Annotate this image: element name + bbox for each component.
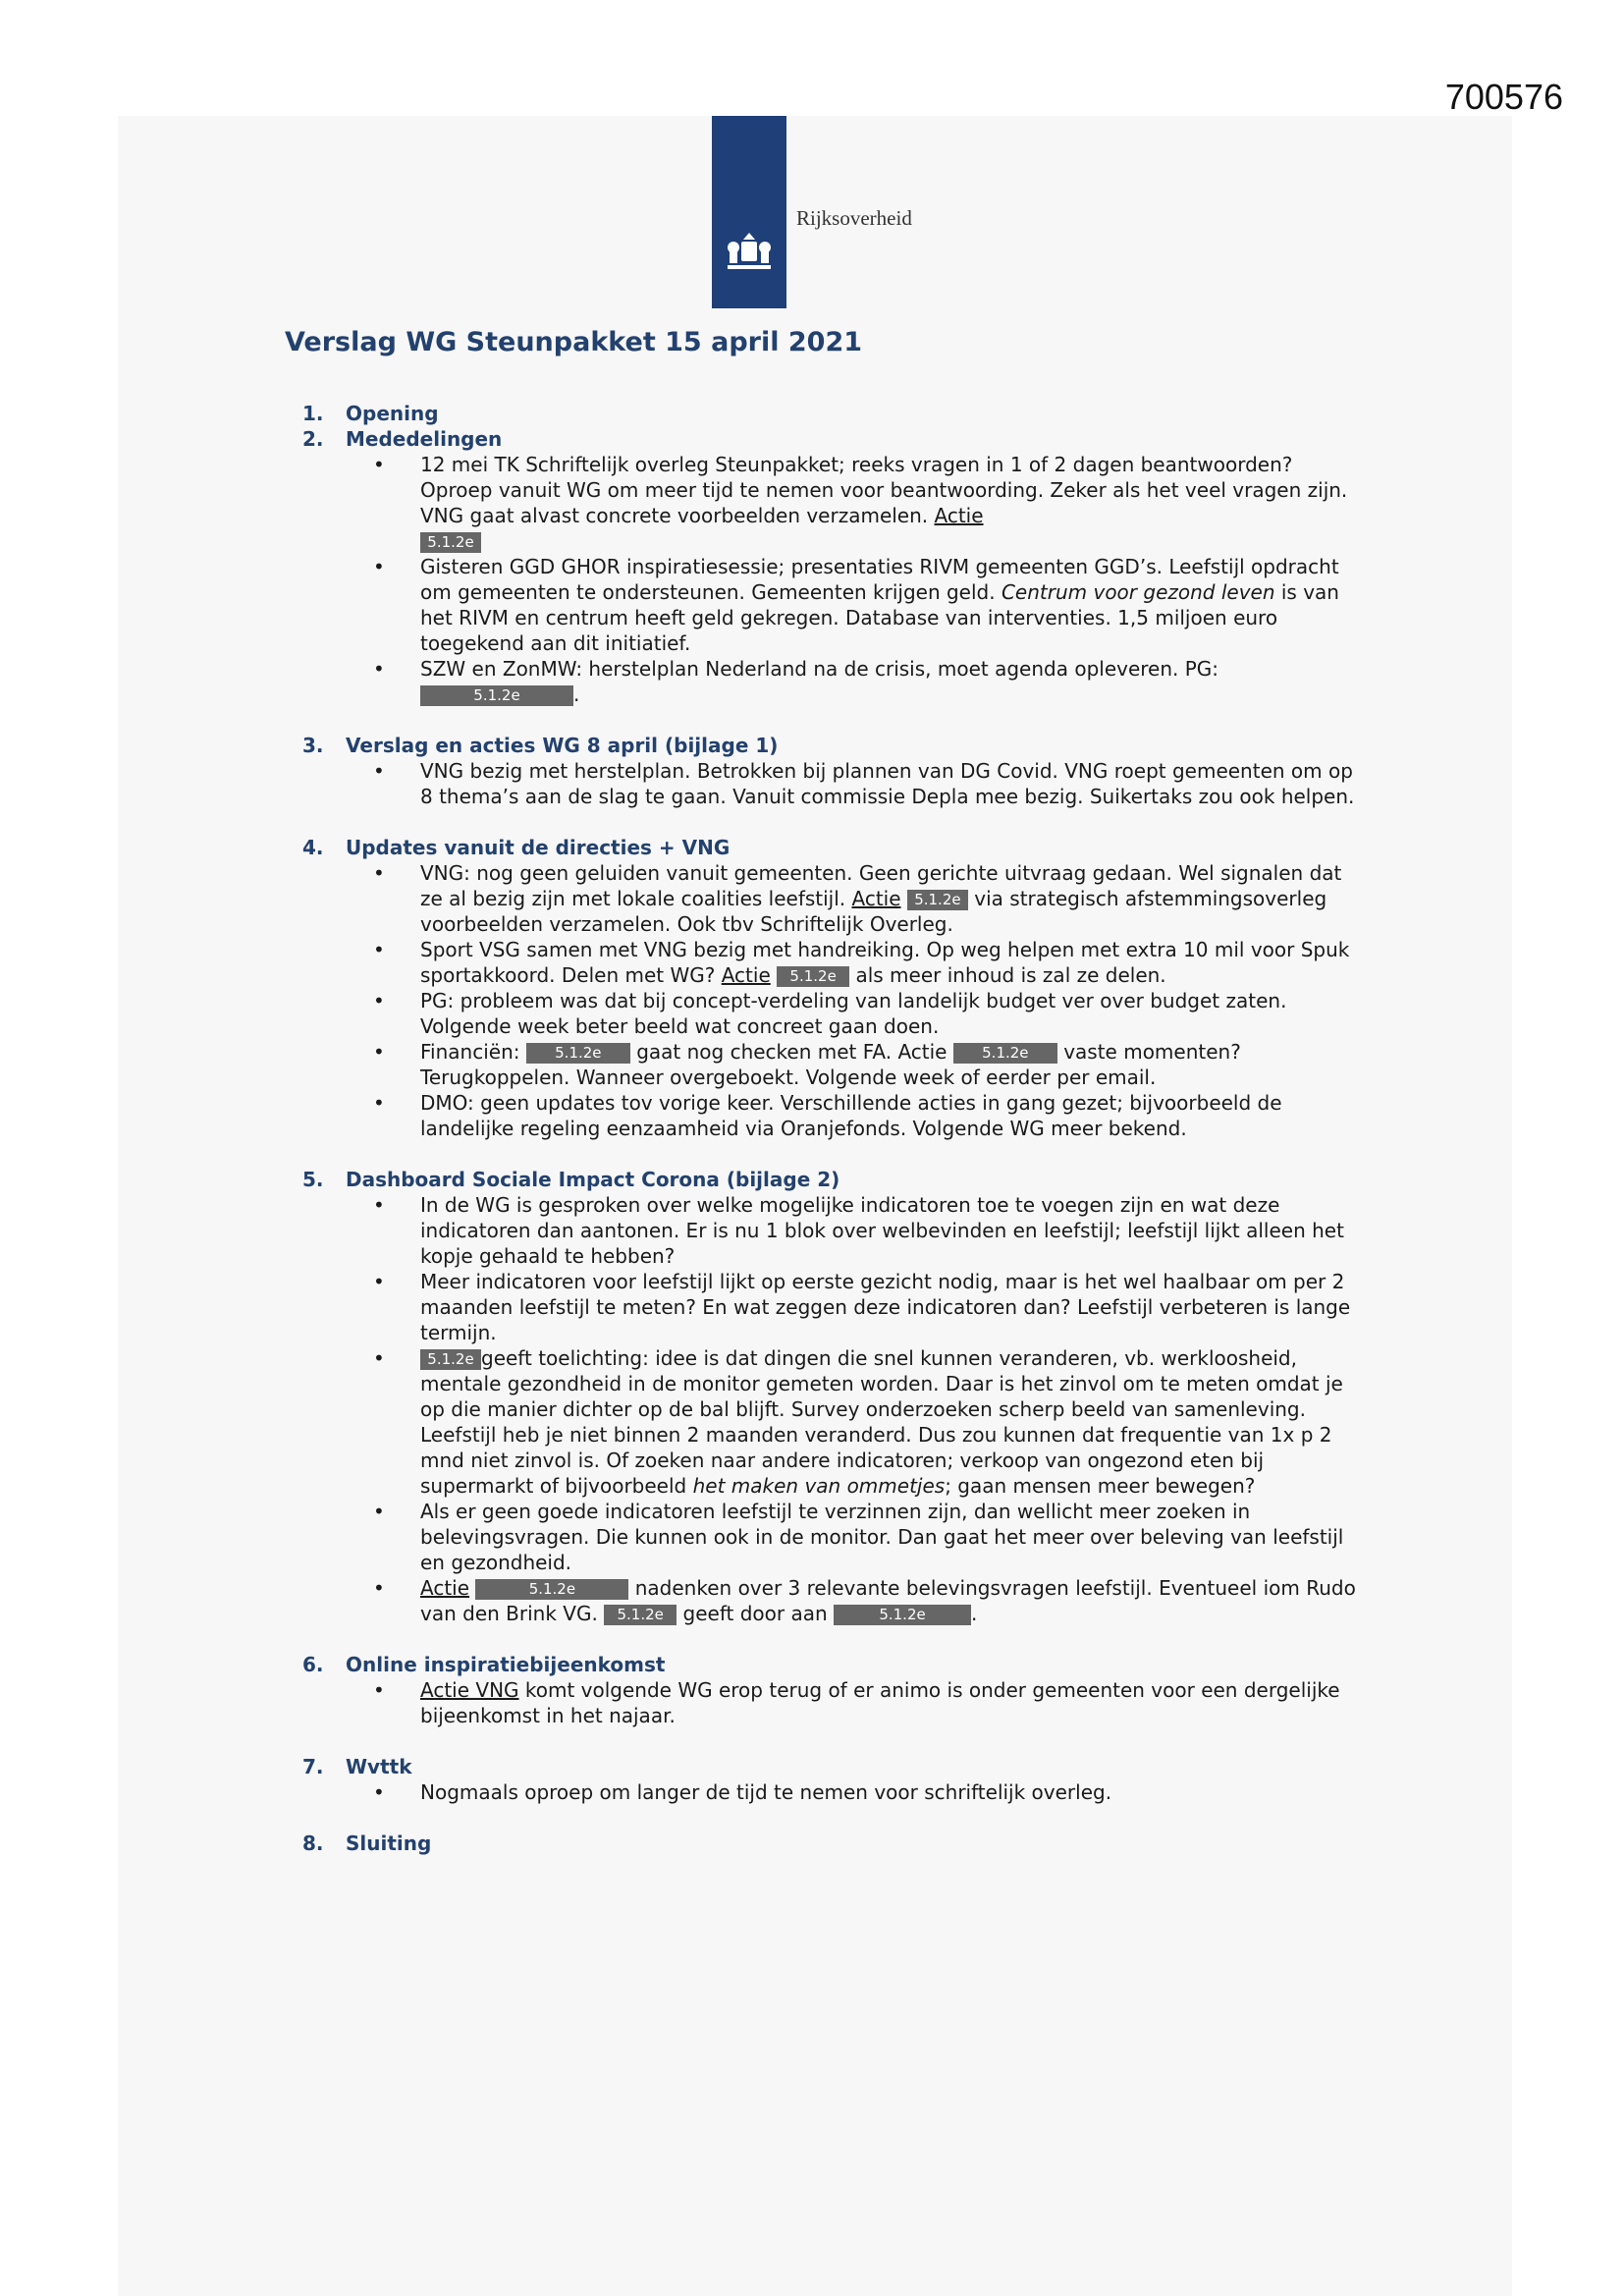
list-item: [346, 656, 1365, 707]
section-title: Mededelingen: [346, 427, 503, 451]
action-label: Actie: [721, 963, 771, 987]
list-item: • DMO: geen updates tov vorige keer. Verschillende acties in gang gezet; bijvoorbeeld de landelijke regeling eenzaamheid via Oranjefonds. Volgende WG meer bekend.: [346, 1090, 1365, 1141]
item-text: .: [971, 1602, 978, 1625]
section-number: 3.: [302, 734, 324, 757]
item-text: komt volgende WG erop terug of er animo is onder gemeenten voor een dergelijke bijeenkomst in het najaar.: [420, 1678, 1340, 1727]
list-item: • Meer indicatoren voor leefstijl lijkt op eerste gezicht nodig, maar is het wel haalbaar om per 2 maanden leefstijl te meten? En wat zeggen deze indicatoren dan? Leefstijl verbeteren is lange termijn.: [346, 1269, 1365, 1345]
item-text: SZW en ZonMW: herstelplan Nederland na de crisis, moet agenda opleveren. PG:: [420, 657, 1219, 681]
redaction-box: 5.1.2e: [953, 1043, 1057, 1064]
item-text: is van het RIVM en centrum heeft geld gekregen. Database van interventies. 1,5 miljoen euro toegekend aan dit initiatief.: [420, 580, 1339, 655]
redaction-box: 5.1.2e: [420, 685, 573, 706]
list-item: [346, 937, 1365, 988]
list-item: • PG: probleem was dat bij concept-verdeling van landelijk budget ver over budget zaten. Volgende week beter beeld wat concreet gaan doen.: [346, 988, 1365, 1039]
section-title: Verslag en acties WG 8 april (bijlage 1): [346, 734, 779, 757]
coat-of-arms-icon: [724, 230, 775, 273]
section-verslag: [285, 733, 1365, 809]
redaction-box: 5.1.2e: [526, 1043, 630, 1064]
section-number: 6.: [302, 1653, 324, 1676]
list-item: [346, 452, 1365, 554]
redaction-box: 5.1.2e: [420, 1349, 481, 1370]
section-title: Updates vanuit de directies + VNG: [346, 836, 731, 859]
item-text: geeft toelichting: idee is dat dingen die snel kunnen veranderen, vb. werkloosheid, mentale gezondheid in de monitor gemeten worden. Daar is het zinvol om te meten omdat je op die manier dichter op de bal blijft. Survey onderzoeken scherp beeld van samenleving. Leefstijl heb je niet binnen 2 maanden veranderd. Dus zou kunnen dat frequentie van 1x p 2 mnd niet zinvol is. Of zoeken naar andere indicatoren; verkoop van ongezond eten bij supermarkt of bijvoorbeeld: [420, 1346, 1343, 1498]
item-emphasis: Centrum voor gezond leven: [1001, 580, 1275, 604]
list-item: [346, 860, 1365, 937]
item-text: Financiën:: [420, 1040, 526, 1064]
section-mededelingen: [285, 426, 1365, 707]
redaction-box: 5.1.2e: [777, 966, 849, 987]
action-label: Actie: [420, 1576, 470, 1600]
redaction-box: 5.1.2e: [420, 532, 481, 553]
list-item: [346, 1039, 1365, 1090]
list-item: [346, 1677, 1365, 1728]
list-item: • Als er geen goede indicatoren leefstijl te verzinnen zijn, dan wellicht meer zoeken in belevingsvragen. Die kunnen ook in de monitor. Dan gaat het meer over beleving van leefstijl en gezondheid.: [346, 1499, 1365, 1575]
section-title: Opening: [346, 402, 439, 425]
section-number: 1.: [302, 402, 324, 425]
action-label: Actie VNG: [420, 1678, 519, 1702]
list-item: [346, 1345, 1365, 1499]
item-text: geeft door aan: [682, 1602, 835, 1625]
section-sluiting: [285, 1831, 1365, 1856]
section-number: 8.: [302, 1831, 324, 1855]
item-text: .: [573, 683, 580, 706]
bullet-list: [346, 1192, 1365, 1626]
section-number: 2.: [302, 427, 324, 451]
item-text: als meer inhoud is zal ze delen.: [849, 963, 1166, 987]
section-title: Online inspiratiebijeenkomst: [346, 1653, 666, 1676]
agenda-list: [285, 401, 1365, 1856]
list-item: [346, 1575, 1365, 1626]
action-label: Actie: [851, 887, 901, 910]
item-text: VNG: nog geen geluiden vanuit gemeenten. Geen gerichte uitvraag gedaan. Wel signalen dat ze al bezig zijn met lokale coalities leefstijl.: [420, 861, 1342, 910]
logo-bar: [712, 116, 786, 308]
list-item: • Nogmaals oproep om langer de tijd te nemen voor schriftelijk overleg.: [346, 1779, 1365, 1805]
section-number: 4.: [302, 836, 324, 859]
list-item: • VNG bezig met herstelplan. Betrokken bij plannen van DG Covid. VNG roept gemeenten om op 8 thema’s aan de slag te gaan. Vanuit commissie Depla mee bezig. Suikertaks zou ook helpen.: [346, 758, 1365, 809]
document-body: [285, 326, 1365, 1856]
section-inspiratie: [285, 1652, 1365, 1728]
bullet-list: [346, 1677, 1365, 1728]
item-text: via strategisch afstemmingsoverleg voorbeelden verzamelen. Ook tbv Schriftelijk Overleg.: [420, 887, 1327, 936]
page-title: Verslag WG Steunpakket 15 april 2021: [285, 327, 863, 357]
section-dashboard: [285, 1167, 1365, 1626]
section-title: Wvttk: [346, 1755, 412, 1778]
redaction-box: 5.1.2e: [907, 890, 968, 910]
logo-text: Rijksoverheid: [796, 205, 912, 230]
item-text: gaat nog checken met FA. Actie: [636, 1040, 953, 1064]
bullet-list: [346, 452, 1365, 707]
action-label: Actie: [934, 504, 984, 527]
bullet-list: [346, 1779, 1365, 1805]
item-text: ; gaan mensen meer bewegen?: [945, 1474, 1256, 1498]
redaction-box: 5.1.2e: [834, 1605, 971, 1625]
list-item: [346, 554, 1365, 656]
section-title: Sluiting: [346, 1831, 432, 1855]
item-emphasis: het maken van ommetjes: [692, 1474, 946, 1498]
redaction-box: 5.1.2e: [604, 1605, 677, 1625]
section-title: Dashboard Sociale Impact Corona (bijlage 2): [346, 1168, 840, 1191]
item-text: vaste momenten? Terugkoppelen. Wanneer overgeboekt. Volgende week of eerder per email.: [420, 1040, 1241, 1089]
item-text: Sport VSG samen met VNG bezig met handreiking. Op weg helpen met extra 10 mil voor Spuk sportakkoord. Delen met WG?: [420, 938, 1350, 987]
document-number: 700576: [1444, 77, 1563, 117]
list-item: • In de WG is gesproken over welke mogelijke indicatoren toe te voegen zijn en wat deze indicatoren dan aantonen. Er is nu 1 blok over welbevinden en leefstijl; leefstijl lijkt alleen het kopje gehaald te hebben?: [346, 1192, 1365, 1269]
section-updates: [285, 835, 1365, 1141]
bullet-list: [346, 860, 1365, 1141]
item-text: 12 mei TK Schriftelijk overleg Steunpakket; reeks vragen in 1 of 2 dagen beantwoorden? Oproep vanuit WG om meer tijd te nemen voor beantwoording. Zeker als het veel vragen zijn. VNG gaat alvast concrete voorbeelden verzamelen.: [420, 453, 1348, 527]
item-text: Gisteren GGD GHOR inspiratiesessie; presentaties RIVM gemeenten GGD’s. Leefstijl opdracht om gemeenten te ondersteunen. Gemeenten krijgen geld.: [420, 555, 1339, 604]
item-text: nadenken over 3 relevante belevingsvragen leefstijl. Eventueel iom Rudo van den Brink VG.: [420, 1576, 1356, 1625]
section-wvttk: [285, 1754, 1365, 1805]
section-number: 7.: [302, 1755, 324, 1778]
rijksoverheid-logo: [712, 116, 912, 308]
section-number: 5.: [302, 1168, 324, 1191]
bullet-list: [346, 758, 1365, 809]
redaction-box: 5.1.2e: [475, 1579, 628, 1600]
section-opening: [285, 401, 1365, 426]
